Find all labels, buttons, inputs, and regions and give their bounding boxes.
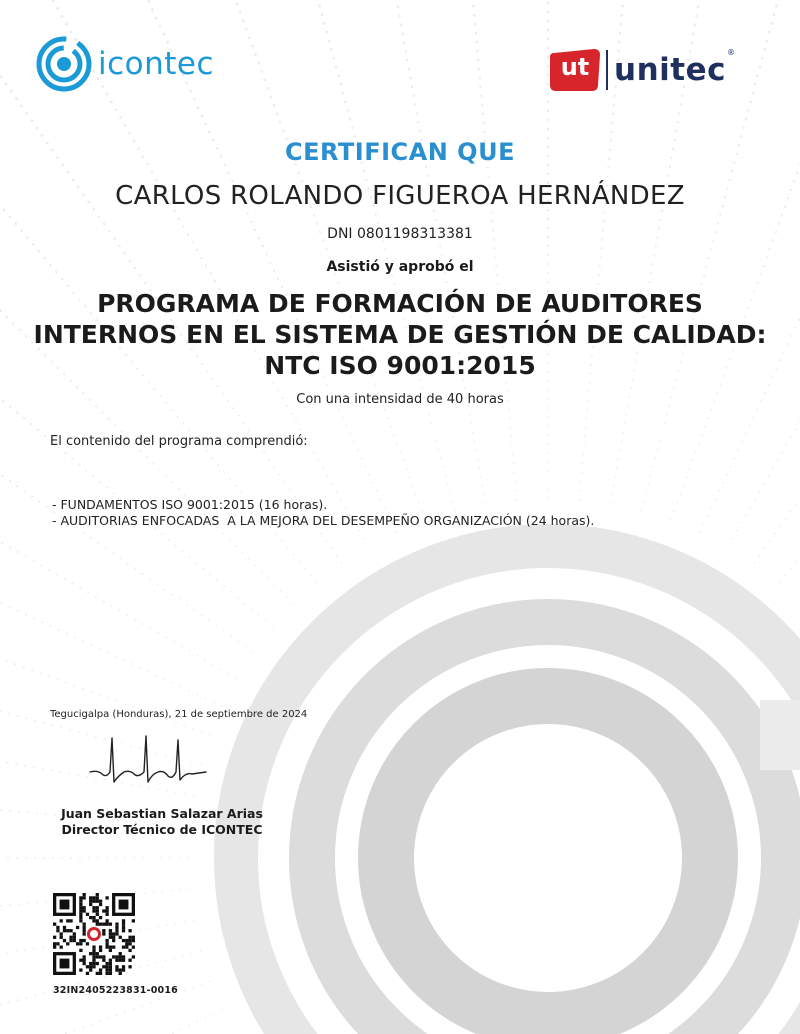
icontec-wordmark: icontec — [98, 46, 215, 82]
unitec-logo — [548, 44, 735, 96]
content-list — [52, 497, 594, 529]
recipient-name: CARLOS ROLANDO FIGUEROA HERNÁNDEZ — [115, 181, 685, 211]
program-title — [0, 288, 800, 381]
registered-mark: ® — [726, 48, 735, 57]
content-item: - FUNDAMENTOS ISO 9001:2015 (16 horas). — [52, 497, 328, 512]
unitec-wordmark: unitec — [614, 52, 726, 88]
program-title-line-3: NTC ISO 9001:2015 — [264, 351, 536, 380]
handwritten-signature — [88, 732, 208, 796]
attended-statement: Asistió y aprobó el — [326, 259, 474, 275]
icontec-logo — [36, 34, 214, 94]
content-item: - AUDITORIAS ENFOCADAS A LA MEJORA DEL DESEMPEÑO ORGANIZACIÓN (24 horas). — [52, 513, 595, 528]
unitec-badge-text: ut — [560, 53, 590, 81]
program-title-line-1: PROGRAMA DE FORMACIÓN DE AUDITORES — [97, 289, 703, 318]
icontec-target-icon — [36, 36, 92, 92]
place-and-date: Tegucigalpa (Honduras), 21 de septiembre de 2024 — [50, 709, 308, 720]
signer-role: Director Técnico de ICONTEC — [61, 822, 263, 837]
dni-number: DNI 0801198313381 — [327, 226, 473, 242]
certify-heading: CERTIFICAN QUE — [285, 138, 515, 166]
certificate-code: 32IN2405223831-0016 — [53, 985, 178, 996]
program-title-line-2: INTERNOS EN EL SISTEMA DE GESTIÓN DE CALIDAD: — [33, 320, 767, 349]
unitec-ut-badge-icon — [548, 47, 602, 93]
signer-name: Juan Sebastian Salazar Arias — [61, 806, 263, 821]
content-label: El contenido del programa comprendió: — [50, 434, 308, 449]
qr-code[interactable] — [53, 893, 135, 975]
watermark-rings — [236, 546, 800, 1034]
unitec-divider — [606, 50, 608, 90]
course-intensity: Con una intensidad de 40 horas — [296, 392, 504, 407]
